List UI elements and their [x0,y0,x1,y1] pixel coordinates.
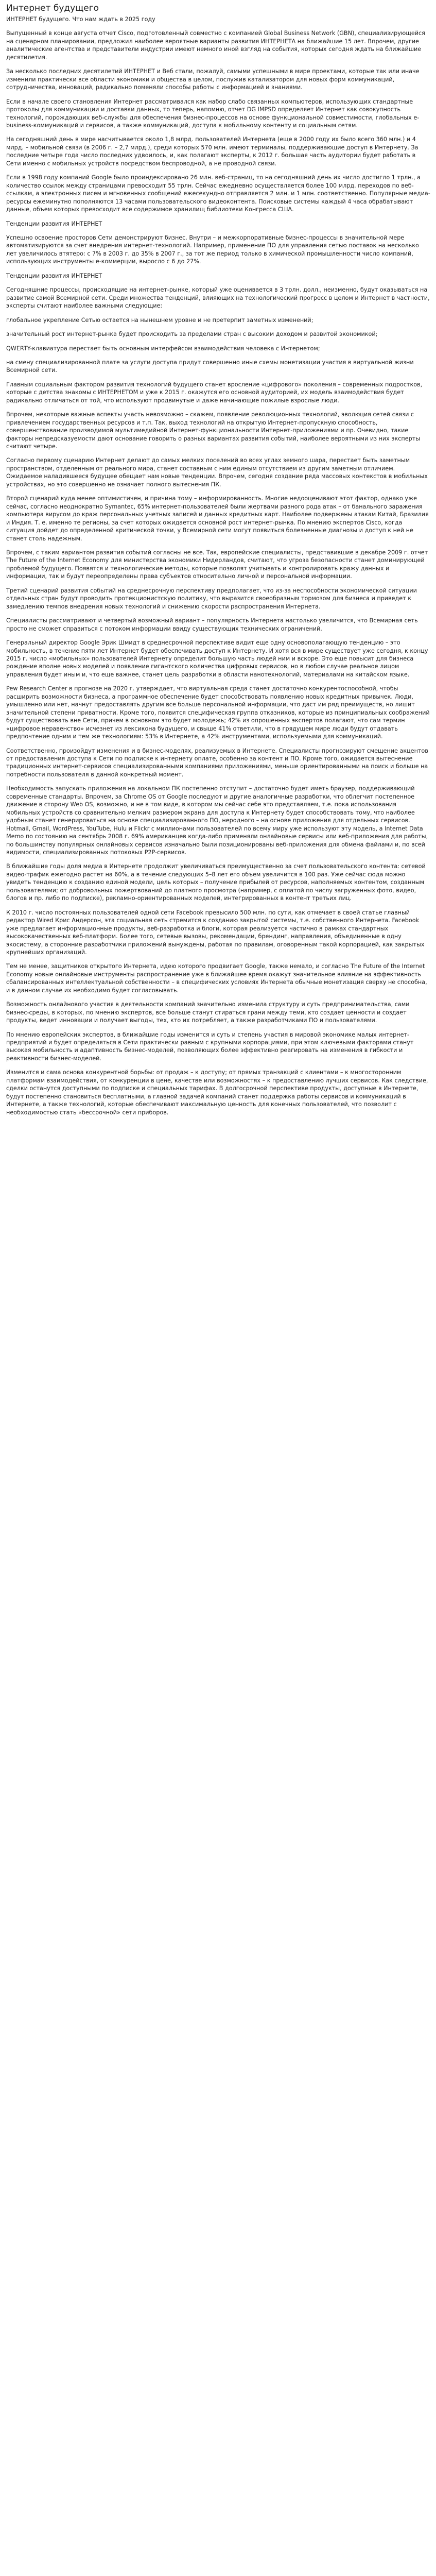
article-paragraph: значительный рост интернет-рынка будет происходить за пределами стран с высоким доходом и развитой экономикой; [6,331,378,338]
article-paragraph: Впрочем, некоторые важные аспекты участь невозможно – скажем, появление революционных технологий, эволюция сетей связи с привлечением государственных ресурсов и т.п. Так, выход технологий на открытую Интернет-пропускную способность, совершенствование производимой мультимедийной Интернет-функциональности Интернет-приложениями и пр. Очевидно, такие факторы непредсказуемости дают основание говорить о разных вариантах развития событий, наиболее вероятными из них эксперты считают четыре. [6,411,421,450]
article-paragraph: Тем не менее, защитников открытого Интернета, идею которого продвигает Google, также немало, и согласно The Future of the Internet Economy новые онлайновые инструменты распространение уже в ближайшее время окажут значительное влияние на эффективность сбалансированных интеллектуальной собственности – в специфических условиях Интернета обычные монетизация сверху не способна, и в данном случае их необходимо будет согласовывать. [6,963,427,994]
article-paragraph: Необходимость запускать приложения на локальном ПК постепенно отступит – достаточно будет иметь браузер, поддерживающий современные стандарты. Впрочем, за Chrome OS от Google последуют и другие аналогичные разработки, что облегчит постепенное движение в сторону Web OS, возможно, и не в том виде, в котором мы сейчас себе это представляем, т.е. пока использования мобильных устройств со сравнительно мелким размером экрана для доступа к Интернету будет способствовать тому, что наиболее удобным станет генерироваться на основе специализированного ПО, неродного – на основе приложения для отдельных сервисов. Hotmail, Gmail, WordPress, YouTube, Hulu и Flickr с миллионами пользователей по всему миру уже используют эту модель, а Internet Data Memo по состоянию на сентябрь 2008 г. 69% американцев когда-либо применяли онлайновые сервисы или веб-приложения для работы, по большинству популярных онлайновых сервисов изначально были позиционированы веб-приложения для обмена файлами и, по всей видимости, специализированных потоковых P2P-сервисов. [6,785,428,856]
article-paragraph: Специалисты рассматривают и четвертый возможный вариант – популярность Интернета настолько увеличится, что Всемирная сеть просто не сможет справиться с потоком информации ввиду существующих технических ограничений. [6,617,418,632]
article-paragraph: Возможность онлайнового участия в деятельности компаний значительно изменила структуру и суть предпринимательства, сами бизнес-среды, в которых, по мнению экспертов, все больше станут стираться грани между теми, кто создает ценности и создает продукты, ведет инновации и получает выгоды, тех, кто их потребляет, а также разработчиками ПО и пользователями. [6,1001,410,1024]
article-paragraph: Впрочем, с таким вариантом развития событий согласны не все. Так, европейские специалисты, представившие в декабре 2009 г. отчет The Future of the Internet Economy для министерства экономики Нидерландов, считают, что угроза безопасности станет доминирующей проблемой будущего. Появятся и технологические методы, которые позволят учитывать и контролировать кражу данных и информации, так и будут переопределены права субъектов относительно личной и персональной информации. [6,549,428,580]
article-paragraph: Соответственно, произойдут изменения и в бизнес-моделях, реализуемых в Интернете. Специалисты прогнозируют смещение акцентов от предоставления доступа к Сети по подписке к интернету оплате, особенно за контент и ПО. Кроме того, ожидается вытеснение традиционных интернет-сервисов специализированными компаниями приложениями, меньше ориентированными на поиск и больше на потребности пользователя в данной конкретный момент. [6,747,428,778]
article-paragraph: Выпущенный в конце августа отчет Cisco, подготовленный совместно с компанией Global Business Network (GBN), специализирующейся на сценарном планировании, предложил наиболее вероятные варианты развития ИНТЕРНЕТА на ближайшие 15 лет. Впрочем, другие аналитические агентства и представители индустрии имеют немного иной взгляд на события, которых сегодня ждать на ближайшие десятилетия. [6,30,425,61]
article-paragraph: В ближайшие годы доля медиа в Интернете продолжит увеличиваться преимущественно за счет пользовательского контента: сетевой видео-трафик ежегодно растет на 60%, а в течение следующих 5–8 лет его объем увеличится в 100 раз. Уже сейчас сюда можно увидеть тенденцию к созданию единой модели, цель которых – получение прибылей от ресурсов, наполняемых контентом, созданным пользователями; от добровольных пожертвований до платного просмотра (например, с оплатой по числу загруженных фото, видео, блогов и пр. либо по подписке), рекламно-ориентированных моделей, интегрированных в контент третьих лиц. [6,863,426,902]
article-paragraph: За несколько последних десятилетий ИНТЕРНЕТ и Веб стали, пожалуй, самыми успешными в мире проектами, которые так или иначе изменили практически все области экономики и общества в целом, послужив катализатором для новых форм коммуникаций, сотрудничества, инноваций, радикально поменяли способы работы с информацией и знаниями. [6,68,420,91]
article-paragraph: Если в начале своего становления Интернет рассматривался как набор слабо связанных компьютеров, использующих стандартные протоколы для коммуникации и доставки данных, то теперь, напомню, отчет DG IMPSD определяет Интернет как совокупность технологий, порождающих веб-службы для обеспечения бизнес-процессов на основе функциональной совместимости, глобальных e-business-коммуникаций и сервисов, а также коммуникаций, доступа к мобильному контенту и социальным сетям. [6,98,420,129]
article-paragraph: По мнению европейских экспертов, в ближайшие годы изменится и суть и степень участия в мировой экономике малых интернет-предприятий и будет определяться в Сети практически равным с крупными корпорациями, при этом ключевыми факторами станут высокая мобильность и адаптивность бизнес-моделей, позволяющих более эффективно реагировать на изменения в гибкости и реактивности бизнес-моделей. [6,1031,414,1062]
article-paragraph: Тенденции развития ИНТЕРНЕТ [6,220,102,227]
article-paragraph: QWERTY-клавиатура перестает быть основным интерфейсом взаимодействия человека с Интернетом; [6,345,320,352]
article-paragraph: Третий сценарий развития событий на среднесрочную перспективу предполагает, что из-за неспособности экономической ситуации отдельных стран будут проводить протекционистскую политику, что выразится своеобразным тормозом для бизнеса и приведет к замедлению темпов внедрения новых технологий и снижению скорости распространения Интернета. [6,587,417,610]
article-title: Интернет будущего [6,3,99,13]
article-paragraph: Успешно освоение просторов Сети демонстрируют бизнес. Внутри – и межкорпоративные бизнес-процессы в значительной мере автоматизируются за счет внедрения интернет-технологий. Например, применение ПО для управления сетью поставок на несколько лет увеличилось втятеро: с 7% в 2003 г. до 35% в 2007 г., за тот же период только в химической промышленности число компаний, использующих инструменты e-коммерции, выросло с 6 до 27%. [6,234,419,265]
article-paragraph: Если в 1998 году компаний Google было проиндексировано 26 млн. веб-страниц, то на сегодняшний день их число достигло 1 трлн., а количество ссылок между страницами превосходит 55 трлн. Сейчас ежедневно осуществляется более 100 млрд. переходов по веб-ссылкам, а электронных писем и мгновенных сообщений ежесекундно отправляется 2 млн. и 1 млн. соответственно. Популярные медиа-ресурсы ежеминутно пополняются 13 часами пользовательского видеоконтента. Поисковые системы каждый 4 часа обрабатывают данные, объем которых превосходит все содержимое хранилищ библиотеки Конгресса США. [6,174,430,213]
article-paragraph: Изменится и сама основа конкурентной борьбы: от продаж – к доступу; от прямых транзакций с клиентами – к многосторонним платформам взаимодействия, от конкуренции в цене, качестве или возможностях – к предоставлению лучших сервисов. Как следствие, сделки останутся доступными по подписке и специальных тарифах. В долгосрочной перспективе продукты, доступные в Интернете, будут постепенно становиться бесплатными, а главной задачей компаний станет поддержка работы сервисов и коммуникаций в Интернете, а также технологий, которые обеспечивают максимальную ценность для конечных пользователей, что позволит с необходимостью стать «бессрочной» сети приборов. [6,1069,428,1116]
article-paragraph: глобальное укрепление Сетью остается на нынешнем уровне и не претерпит заметных изменений; [6,316,313,324]
article-paragraph: Сегодняшние процессы, происходящие на интернет-рынке, который уже оценивается в 3 трлн. долл., неизменно, будут оказываться на развитие самой Всемирной сети. Среди множества тенденций, влияющих на технологический прогресс в целом и Интернет в частности, эксперты считают наиболее важными следующие: [6,286,430,310]
article-paragraph: на смену специализированной плате за услуги доступа придут совершенно иные схемы монетизации участия в виртуальной жизни Всемирной сети. [6,359,414,374]
article-paragraph: Второй сценарий куда менее оптимистичен, и причина тому – информированность. Многие недооценивают этот фактор, однако уже сейчас, согласно неоднократно Symantec, 65% интернет-пользователей были жертвами разного рода атак – от банального заражения компьютера вирусом до краж персональных учетных записей и данных кредитных карт. Наиболее подвержены атакам Китай, Бразилия и Индия. Т. е. именно те регионы, за счет которых ожидается основной рост интернет-рынка. По мнению экспертов Cisco, когда ситуация дойдет до определенной критической точки, у Всемирной сети могут появиться болезненные диагнозы и доступ к ней не станет столь надежным. [6,495,429,542]
article-paragraph: ИНТЕРНЕТ будущего. Что нам ждать в 2025 году [6,16,155,23]
article [0,0,436,1129]
article-paragraph: Тенденции развития ИНТЕРНЕТ [6,272,102,279]
article-paragraph: К 2010 г. число постоянных пользователей одной сети Facebook превысило 500 млн. по сути, как отмечает в своей статье главный редактор Wired Крис Андерсон, эта социальная сеть стремится к созданию закрытой системы, т.е. собственного Интернета. Facebook уже предлагает информационные продукты, веб-разработка и блоги, которая реализуется частично в рамках стандартных высококачественных веб-платформ. Более того, сетевые вызовы, рекомендации, брендинг, направления, объединенные в одну экосистему, а сторонние разработчики приложений вынуждены, работая по правилам, оговоренным такой корпорацией, как закрытых крупнейших организаций. [6,909,425,956]
article-body [6,15,431,1116]
article-paragraph: На сегодняшний день в мире насчитывается около 1,8 млрд. пользователей Интернета (еще в 2000 году их было всего 360 млн.) и 4 млрд. – мобильной связи (в 2006 г. – 2,7 млрд.), среди которых 570 млн. имеют терминалы, поддерживающие доступ в Интернету. За последние четыре года число последних удвоилось, и, как полагают эксперты, к 2012 г. большая часть аудитории будет работать в Сети именно с мобильных устройств посредством беспроводной, а не проводной связи. [6,136,418,167]
article-paragraph: Pew Research Center в прогнозе на 2020 г. утверждает, что виртуальная среда станет достаточно конкурентоспособной, чтобы расширить возможности бизнеса, а программное обеспечение будет способствовать появлению новых кредитных привычек. Люди, умышленно или нет, начнут предоставлять другим все больше персональной информации, что даст им ряд преимуществ, но лишит значительной степени приватности. Кроме того, появится специфическая группа отказников, которые из принципиальных соображений будут существовать вне Сети, причем в основном это будет молодежь; 42% из опрошенных экспертов полагают, что сам термин «цифровое неравенство» исчезнет из лексикона будущего, и свыше 41% ответили, что в грядущем мире люди будут отдавать предпочтение одним и тем же технологиям: 53% в Интернете, а 42% инструментами, используемыми для коммуникаций. [6,685,430,740]
article-paragraph: Согласно первому сценарию Интернет делают до самых мелких поселений во всех углах земного шара, перестает быть заметным пространством, отделенным от реального мира, станет составным с ним единым отсутствием из другим заметным отличием. Ожидаемое наладившееся будущее обещает нам новые тенденции. Впрочем, сегодня создание ряда массовых контекстов в мобильных устройствах, но это совершенно не означает полного вытеснения ПК. [6,457,428,488]
article-paragraph: Главным социальным фактором развития технологий будущего станет вpосление «цифрового» поколения – современных подростков, которые с детства знакомы с ИНТЕРНЕТОМ и уже к 2015 г. окажутся его основной аудиторией, их модель взаимодействия будет радикально отличаться от той, что используют продвинутые и даже начинающие пожилые взрослые люди. [6,381,423,404]
article-paragraph: Генеральный директор Google Эрик Шмидт в среднесрочной перспективе видит еще одну основополагающую тенденцию – это мобильность, в течение пяти лет Интернет будет обеспечивать доступ к Интернету. И хотя вся в мире существует уже сегодня, к концу 2015 г. число «мобильных» пользователей Интернету определит большую часть людей ним и вскоре. Это еще повысит для бизнеса рождение вполне новых моделей и появление гигантского количества цифровых сервисов, но в любом случае реальное лицом управления будет иным и, что еще важнее, станет цель разработки в области нанотехнологий, материалами на китайском языке. [6,639,428,678]
